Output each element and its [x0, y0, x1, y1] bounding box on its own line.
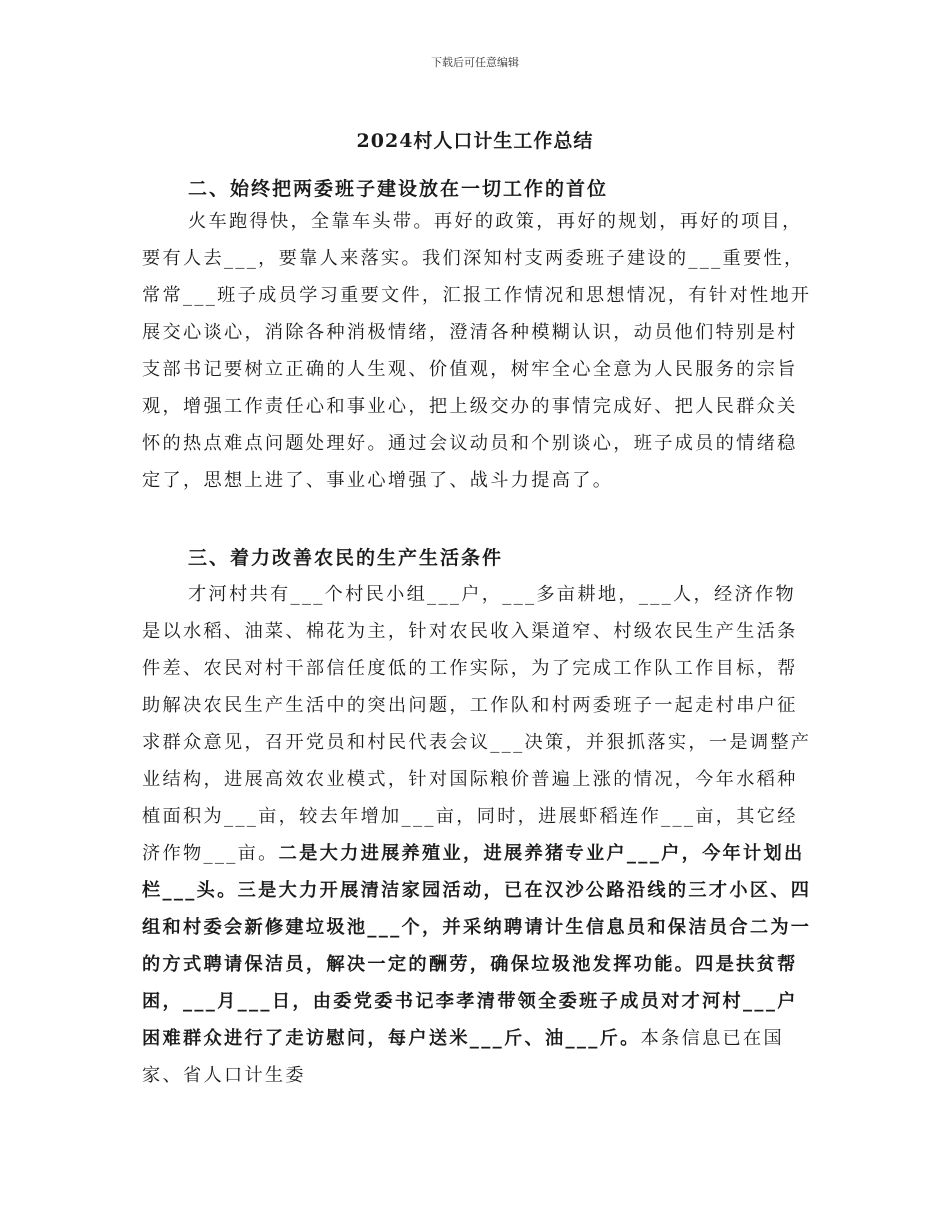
- section-2-paragraph: 火车跑得快，全靠车头带。再好的政策，再好的规划，再好的项目，要有人去___，要靠人来落实。我们深知村支两委班子建设的___重要性，常常___班子成员学习重要文件，汇报工作情况和思想情况，有针对性地开展交心谈心，消除各种消极情绪，澄清各种模糊认识，动员他们特别是村支部书记要树立正确的人生观、价值观，树牢全心全意为人民服务的宗旨观，增强工作责任心和事业心，把上级交办的事情完成好、把人民群众关怀的热点难点问题处理好。通过会议动员和个别谈心，班子成员的情绪稳定了，思想上进了、事业心增强了、战斗力提高了。: [142, 211, 812, 491]
- section-3-text-tail: 本条信息已在国家、省人口计生委: [142, 1028, 785, 1086]
- section-3-text-normal: 才河村共有___个村民小组___户，___多亩耕地，___人，经济作物是以水稻、油菜、棉花为主，针对农民收入渠道窄、村级农民生产生活条件差、农民对村干部信任度低的工作实际，为了完成工作队工作目标，帮助解决农民生产生活中的突出问题，工作队和村两委班子一起走村串户征求群众意见，召开党员和村民代表会议___决策，并狠抓落实，一是调整产业结构，进展高效农业模式，针对国际粮价普遍上涨的情况，今年水稻种植面积为___亩，较去年增加___亩，同时，进展虾稻连作___亩，其它经济作物___亩。: [142, 584, 812, 864]
- section-3-heading: 三、着力改善农民的生产生活条件: [188, 547, 504, 569]
- section-3-paragraph: [142, 576, 814, 1094]
- header-note: 下载后可任意编辑: [431, 56, 519, 69]
- section-3-text-bold: 二是大力进展养殖业，进展养猪专业户___户，今年计划出栏___头。三是大力开展清洁家园活动，已在汉沙公路沿线的三才小区、四组和村委会新修建垃圾池___个，并采纳聘请计生信息员和保洁员合二为一的方式聘请保洁员，解决一定的酬劳，确保垃圾池发挥功能。四是扶贫帮困，___月___日，由委党委书记李孝清带领全委班子成员对才河村___户困难群众进行了走访慰问，每户送米___斤、油___斤。: [142, 843, 812, 1049]
- document-title: 2024村人口计生工作总结: [356, 130, 594, 152]
- section-2-heading: 二、始终把两委班子建设放在一切工作的首位: [188, 178, 609, 200]
